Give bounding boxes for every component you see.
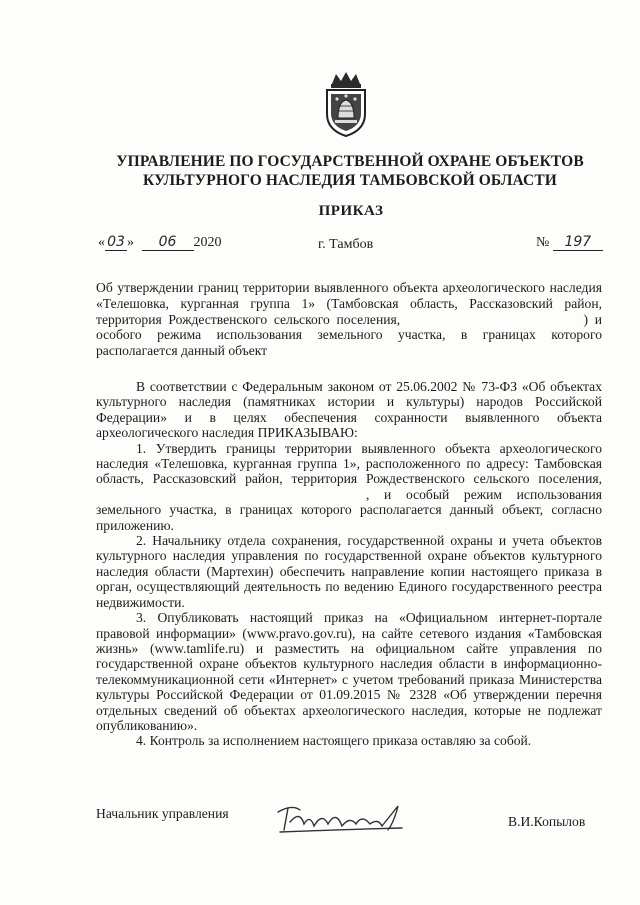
handwritten-signature: [270, 800, 420, 840]
number-value: 197: [553, 234, 603, 251]
organization-title-line-2: КУЛЬТУРНОГО НАСЛЕДИЯ ТАМБОВСКОЙ ОБЛАСТИ: [143, 172, 557, 189]
date-year: 2020: [193, 235, 222, 250]
organization-title: [60, 152, 640, 190]
document-subject: [96, 280, 602, 359]
document-type: ПРИКАЗ: [318, 203, 384, 219]
order-item-3: 3. Опубликовать настоящий приказ на «Официальном интернет-портале правовой информации» (www.pravo.gov.ru), на сайте сетевого издания «Тамбовская жизнь» (www.tamlife.ru) и разместить на официальном сайте управления по государственной охране объектов культурного наследия области в информационно-телекоммуникационной сети «Интернет» с учетом требований приказа Министерства культуры Российской Федерации от 01.09.2015 № 2328 «Об утверждении перечня отдельных сведений об объектах археологического наследия, которые не подлежат опубликованию».: [96, 610, 602, 733]
order-item-1: [96, 441, 602, 533]
number-sign: №: [536, 235, 550, 250]
document-number: [536, 234, 603, 251]
order-item-1-part-2: , и особый режим использования земельного участка, в границах которого располагается данный объект, согласно приложению.: [96, 486, 602, 533]
document-body: [96, 379, 602, 749]
date-day: 03: [105, 234, 127, 251]
document-city: г. Тамбов: [318, 237, 374, 252]
order-item-2: 2. Начальнику отдела сохранения, государственной охраны и учета объектов культурного наследия управления по государственной охране объектов культурного наследия области (Мартехин) обеспечить направление копии настоящего приказа в орган, осуществляющий деятельность по ведению Единого государственного реестра недвижимости.: [96, 533, 602, 610]
subject-text-part-2: ) и особого режима использования земельного участка, в границах которого располагается данный объект: [96, 311, 602, 359]
document-date: [98, 234, 222, 251]
signatory-name: В.И.Копылов: [508, 814, 586, 829]
date-open-quote: «: [98, 235, 105, 250]
date-month: 06: [142, 234, 194, 251]
order-item-4: 4. Контроль за исполнением настоящего приказа оставляю за собой.: [136, 733, 532, 749]
organization-title-line-1: УПРАВЛЕНИЕ ПО ГОСУДАРСТВЕННОЙ ОХРАНЕ ОБЪЕКТОВ: [116, 153, 584, 170]
coat-of-arms-emblem: [318, 70, 374, 138]
signatory-title: Начальник управления: [96, 806, 229, 821]
date-close-quote: »: [127, 235, 134, 250]
signature-block: [0, 800, 640, 840]
subject-text-part-1: Об утверждении границ территории выявленного объекта археологического наследия «Телешовка, курганная группа 1» (Тамбовская область, Рассказовский район, территория Рождественского сельского поселения,: [96, 280, 602, 327]
preamble-paragraph: В соответствии с Федеральным законом от 25.06.2002 № 73-ФЗ «Об объектах культурного наследия (памятниках истории и культуры) народов Российской Федерации» и в целях обеспечения сохранности выявленного объекта археологического наследия ПРИКАЗЫВАЮ:: [96, 379, 602, 441]
order-item-1-part-1: 1. Утвердить границы территории выявленного объекта археологического наследия «Телешовка, курганная группа 1», расположенного по адресу: Тамбовская область, Рассказовский район, территория Рождественского сельского поселения,: [96, 440, 602, 487]
